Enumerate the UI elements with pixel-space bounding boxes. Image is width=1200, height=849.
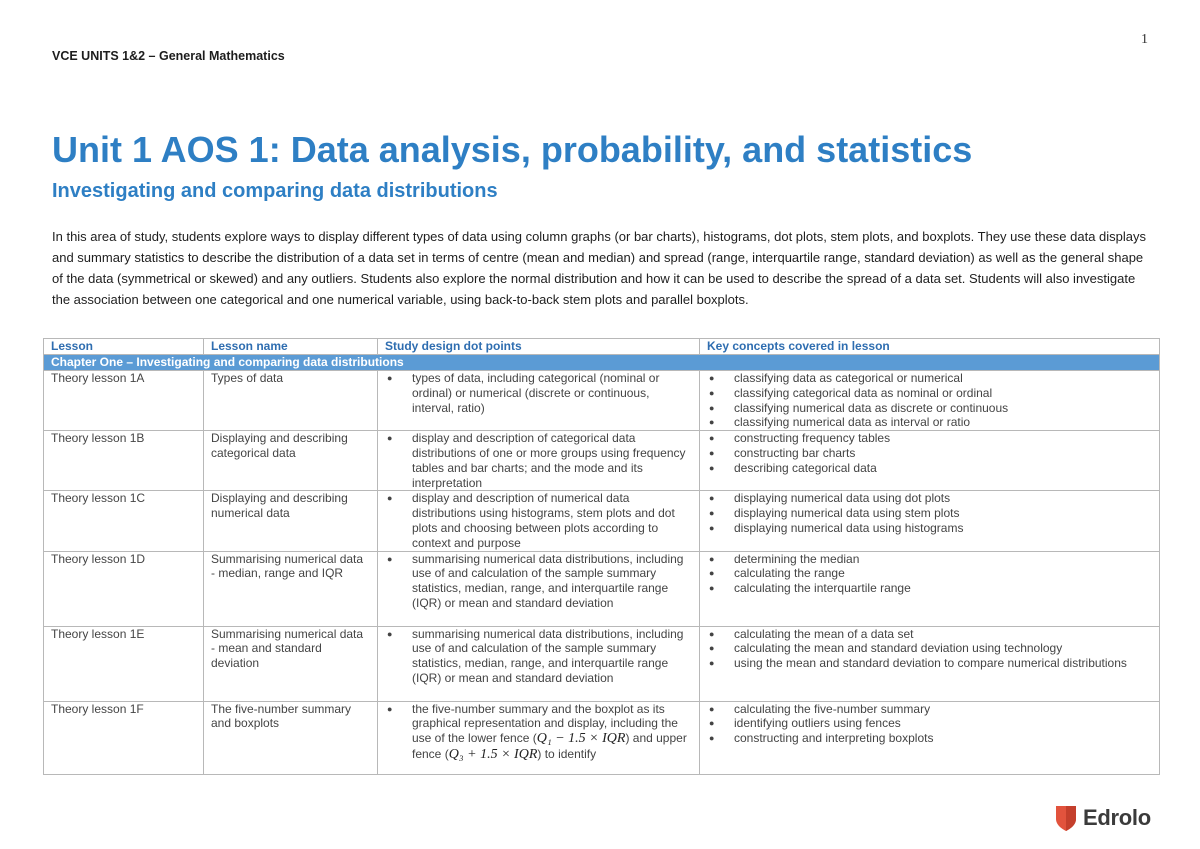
lesson-name-cell: Summarising numerical data - mean and standard deviation <box>204 626 378 701</box>
list-item: ● display and description of numerical data distributions using histograms, stem plots and dot plots and choosing between plots according to context and purpose <box>385 491 692 550</box>
logo-text: Edrolo <box>1083 805 1151 830</box>
dot-points-cell <box>378 701 700 774</box>
edrolo-logo <box>1055 804 1151 832</box>
concepts-cell <box>700 551 1160 626</box>
chapter-row <box>44 355 1160 371</box>
lesson-name-cell: Summarising numerical data - median, range and IQR <box>204 551 378 626</box>
table-row <box>44 371 1160 431</box>
table-row <box>44 491 1160 551</box>
lesson-cell: Theory lesson 1D <box>44 551 204 626</box>
list-item: ● classifying categorical data as nominal or ordinal <box>707 386 1152 401</box>
list-item: ● describing categorical data <box>707 461 1152 476</box>
column-header: Key concepts covered in lesson <box>700 339 1160 355</box>
lesson-cell: Theory lesson 1E <box>44 626 204 701</box>
list-item: ● calculating the mean and standard deviation using technology <box>707 641 1152 656</box>
shield-icon <box>1055 804 1077 832</box>
chapter-title: Chapter One – Investigating and comparing data distributions <box>44 355 1160 371</box>
list-item: ● summarising numerical data distributions, including use of and calculation of the sample summary statistics, median, range, and interquartile range (IQR) or mean and standard deviation <box>385 552 692 611</box>
dot-points-cell <box>378 431 700 491</box>
lesson-cell: Theory lesson 1A <box>44 371 204 431</box>
concepts-cell <box>700 371 1160 431</box>
page-subtitle: Investigating and comparing data distributions <box>52 180 498 202</box>
lesson-name-cell: Types of data <box>204 371 378 431</box>
list-item: ● constructing bar charts <box>707 446 1152 461</box>
list-item: ● classifying numerical data as discrete or continuous <box>707 401 1152 416</box>
list-item: ● displaying numerical data using dot plots <box>707 491 1152 506</box>
dot-points-cell <box>378 626 700 701</box>
list-item: ● displaying numerical data using stem plots <box>707 506 1152 521</box>
lesson-name-cell: Displaying and describing categorical data <box>204 431 378 491</box>
column-header: Study design dot points <box>378 339 700 355</box>
list-item: ● constructing and interpreting boxplots <box>707 731 1152 746</box>
concepts-cell <box>700 431 1160 491</box>
lesson-cell: Theory lesson 1C <box>44 491 204 551</box>
column-header: Lesson name <box>204 339 378 355</box>
concepts-cell <box>700 701 1160 774</box>
list-item: ● calculating the range <box>707 566 1152 581</box>
document-header: VCE UNITS 1&2 – General Mathematics <box>52 49 285 63</box>
dot-points-cell <box>378 491 700 551</box>
list-item: ● displaying numerical data using histograms <box>707 521 1152 536</box>
lesson-cell: Theory lesson 1F <box>44 701 204 774</box>
table-header-row <box>44 339 1160 355</box>
list-item: ● constructing frequency tables <box>707 431 1152 446</box>
page-number: 1 <box>1141 32 1148 47</box>
lesson-name-cell: The five-number summary and boxplots <box>204 701 378 774</box>
list-item: ● using the mean and standard deviation to compare numerical distributions <box>707 656 1152 671</box>
list-item: ● calculating the interquartile range <box>707 581 1152 596</box>
list-item: ● classifying numerical data as interval or ratio <box>707 415 1152 430</box>
table-row <box>44 701 1160 774</box>
upper-fence-formula: Q₃ + 1.5 × IQR <box>448 746 538 762</box>
list-item: ● determining the median <box>707 552 1152 567</box>
dot-point-text: ) to identify <box>537 746 597 761</box>
concepts-cell <box>700 626 1160 701</box>
list-item: ● types of data, including categorical (nominal or ordinal) or numerical (discrete or continuous, interval, ratio) <box>385 371 692 415</box>
dot-points-cell <box>378 551 700 626</box>
dot-points-cell <box>378 371 700 431</box>
page-title: Unit 1 AOS 1: Data analysis, probability, and statistics <box>52 129 973 170</box>
dot-point-text: the five-number summary and the boxplot as its graphical representation and display, including the use of the lower fence ( <box>412 701 678 746</box>
list-item: ● identifying outliers using fences <box>707 716 1152 731</box>
column-header: Lesson <box>44 339 204 355</box>
list-item: ● calculating the mean of a data set <box>707 627 1152 642</box>
list-item: ● classifying data as categorical or numerical <box>707 371 1152 386</box>
list-item: ● summarising numerical data distributions, including use of and calculation of the sample summary statistics, median, range, and interquartile range (IQR) or mean and standard deviation <box>385 627 692 686</box>
lesson-cell: Theory lesson 1B <box>44 431 204 491</box>
list-item: ● display and description of categorical data distributions of one or more groups using frequency tables and bar charts; and the mode and its interpretation <box>385 431 692 490</box>
table-row <box>44 551 1160 626</box>
list-item <box>385 702 692 763</box>
table-row <box>44 431 1160 491</box>
lower-fence-formula: Q₁ − 1.5 × IQR <box>536 731 626 747</box>
concepts-cell <box>700 491 1160 551</box>
table-row <box>44 626 1160 701</box>
lesson-name-cell: Displaying and describing numerical data <box>204 491 378 551</box>
intro-paragraph: In this area of study, students explore ways to display different types of data using column graphs (or bar charts), histograms, dot plots, stem plots, and boxplots. They use these data displays and summary statistics to describe the distribution of a data set in terms of centre (mean and median) and spread (range, interquartile range, standard deviation) as well as the general shape of the data (symmetrical or skewed) and any outliers. Students also explore the normal distribution and how it can be used to describe the spread of a data set. Students will also investigate the association between one categorical and one numerical variable, using back-to-back stem plots and parallel boxplots. <box>52 229 1147 307</box>
list-item: ● calculating the five-number summary <box>707 702 1152 717</box>
lessons-table <box>43 338 1160 775</box>
dot-point-text: ) and upper fence ( <box>412 731 687 761</box>
